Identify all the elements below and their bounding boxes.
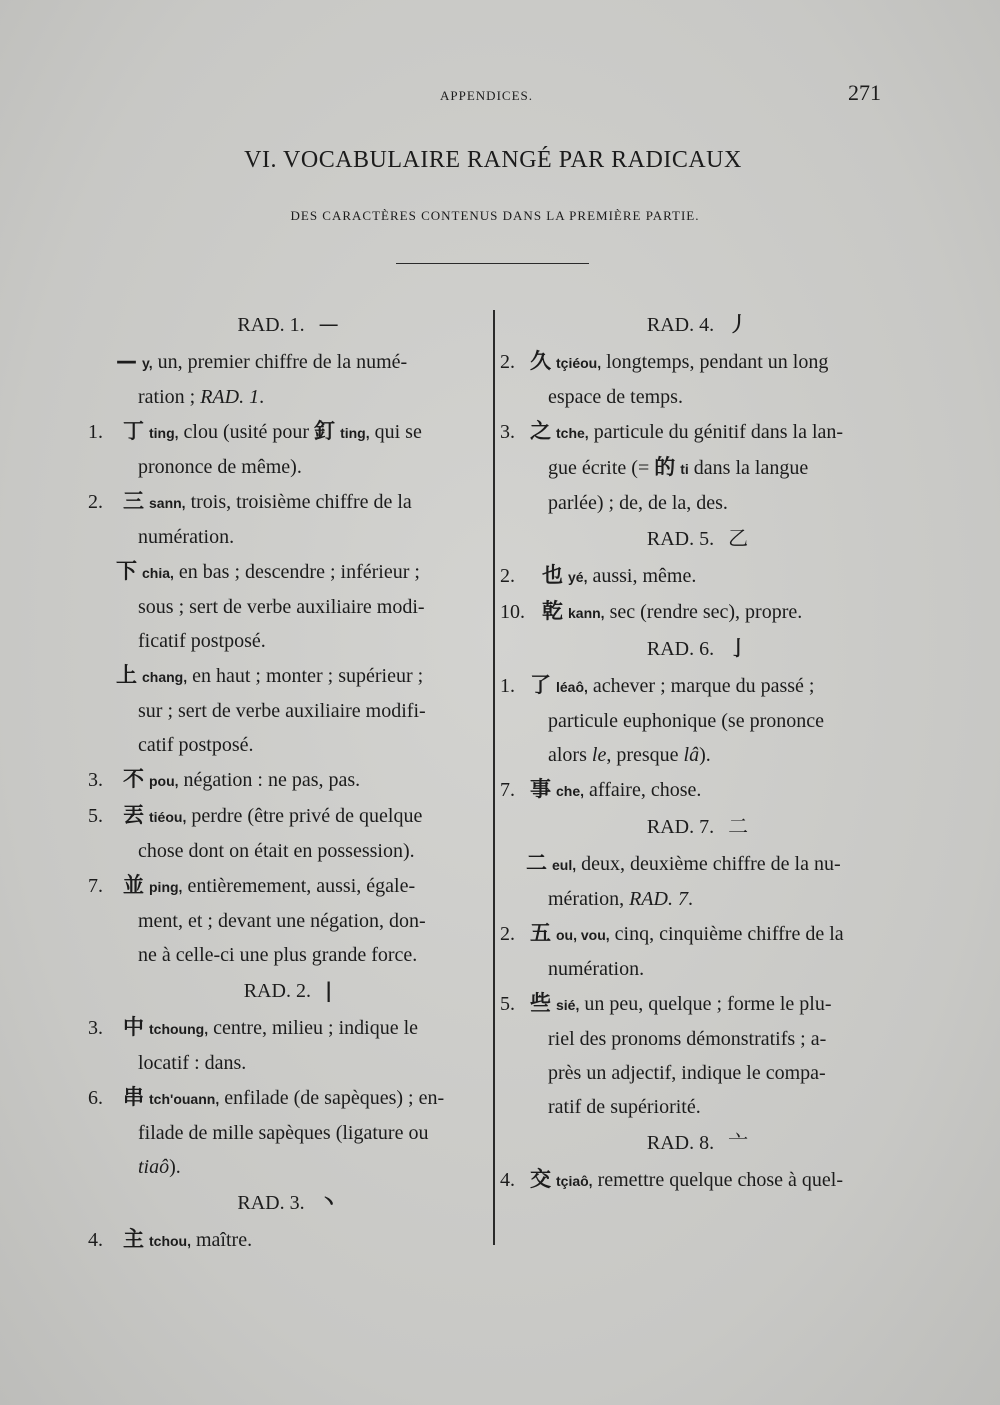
entry-tcieou: 2. 久 tçiéou, longtemps, pendant un long espace de temps. [500, 349, 829, 408]
entry-eul: 二eul, deux, deuxième chiffre de la nu- mération, RAD. 7. [526, 851, 841, 910]
section-subtitle [0, 208, 1000, 224]
title-rule [396, 263, 589, 264]
radical-heading: RAD. 6. 亅 [646, 636, 749, 660]
radical-glyph: 丶 [318, 1190, 339, 1214]
radical-heading: RAD. 2. | [243, 978, 333, 1002]
entry-che: 7. 事 che, affaire, chose. [500, 777, 702, 801]
radical-heading: RAD. 8. 亠 [646, 1130, 749, 1154]
entry-sie: 5. 些 sié, un peu, quelque ; forme le plu- riel des pronoms démonstratifs ; a- près un adjectif, indique le compa- ratif de supériorité. [500, 991, 832, 1118]
entry-tciao: 4. 交 tçiaô, remettre quelque chose à quel- [500, 1167, 844, 1191]
radical-heading: RAD. 1. — [237, 312, 339, 336]
radical-glyph: | [324, 978, 333, 1002]
entry-ping: 7. 並 ping, entièremement, aussi, égale- ment, et ; devant une négation, don- ne à celle-ci une plus grande force. [88, 873, 426, 966]
entry-sann: 2. 三 sann, trois, troisième chiffre de la numération. [88, 489, 412, 548]
radical-glyph: 亠 [728, 1130, 749, 1154]
radical-glyph: 亅 [728, 636, 749, 660]
entry-ou: 2. 五 ou, vou, cinq, cinquième chiffre de la numération. [500, 921, 844, 980]
page-number: 271 [848, 80, 881, 105]
entry-pou: 3. 不 pou, négation : ne pas, pas. [88, 767, 361, 791]
left-column [88, 306, 488, 1258]
entry-ting: 1. 丁 ting, clou (usité pour 釘 ting, qui se prononce de même). [88, 419, 422, 478]
radical-glyph: 二 [728, 814, 749, 838]
entry-chia: 下chia, en bas ; descendre ; inférieur ; sous ; sert de verbe auxiliaire modi- ficatif postposé. [116, 559, 425, 652]
entry-tche: 3. 之 tche, particule du génitif dans la lan- gue écrite (= 的 ti dans la langue parlée) ; de, de la, des. [500, 419, 844, 514]
entry-tchouann: 6. 串 tch'ouann, enfilade (de sapèques) ; en- filade de mille sapèques (ligature ou tiaô). [88, 1085, 445, 1178]
entry-tchoung: 3. 中 tchoung, centre, milieu ; indique le locatif : dans. [88, 1015, 419, 1074]
radical-heading: RAD. 7. 二 [646, 814, 749, 838]
entry-leao: 1. 了 léaô, achever ; marque du passé ; particule euphonique (se prononce alors le, presque lâ). [500, 673, 825, 766]
entry-tieou: 5. 丟 tiéou, perdre (être privé de quelque chose dont on était en possession). [88, 803, 423, 862]
section-title [0, 147, 1000, 174]
entry-tchou: 4. 主 tchou, maître. [88, 1227, 253, 1251]
radical-glyph: — [318, 312, 339, 336]
radical-heading: RAD. 3. 丶 [237, 1190, 339, 1214]
radical-glyph: 乙 [728, 526, 749, 550]
section-title-text: VI. VOCABULAIRE RANGÉ PAR RADICAUX [244, 147, 742, 173]
entry-chang: 上chang, en haut ; monter ; supérieur ; sur ; sert de verbe auxiliaire modifi- catif postposé. [116, 663, 426, 756]
running-head: APPENDICES. [440, 88, 533, 103]
radical-heading: RAD. 4. 丿 [646, 312, 749, 336]
radical-glyph: 丿 [728, 312, 749, 336]
entry-y: — y, un, premier chiffre de la numé- ration ; RAD. 1. [116, 349, 408, 408]
column-divider [493, 310, 495, 1245]
entry-kann: 10. 乾 kann, sec (rendre sec), propre. [500, 599, 803, 623]
right-column [500, 306, 895, 1198]
entry-ye: 2. 也 yé, aussi, même. [500, 563, 697, 587]
section-subtitle-text: DES CARACTÈRES CONTENUS DANS LA PREMIÈRE PARTIE. [290, 208, 700, 223]
radical-heading: RAD. 5. 乙 [646, 526, 749, 550]
